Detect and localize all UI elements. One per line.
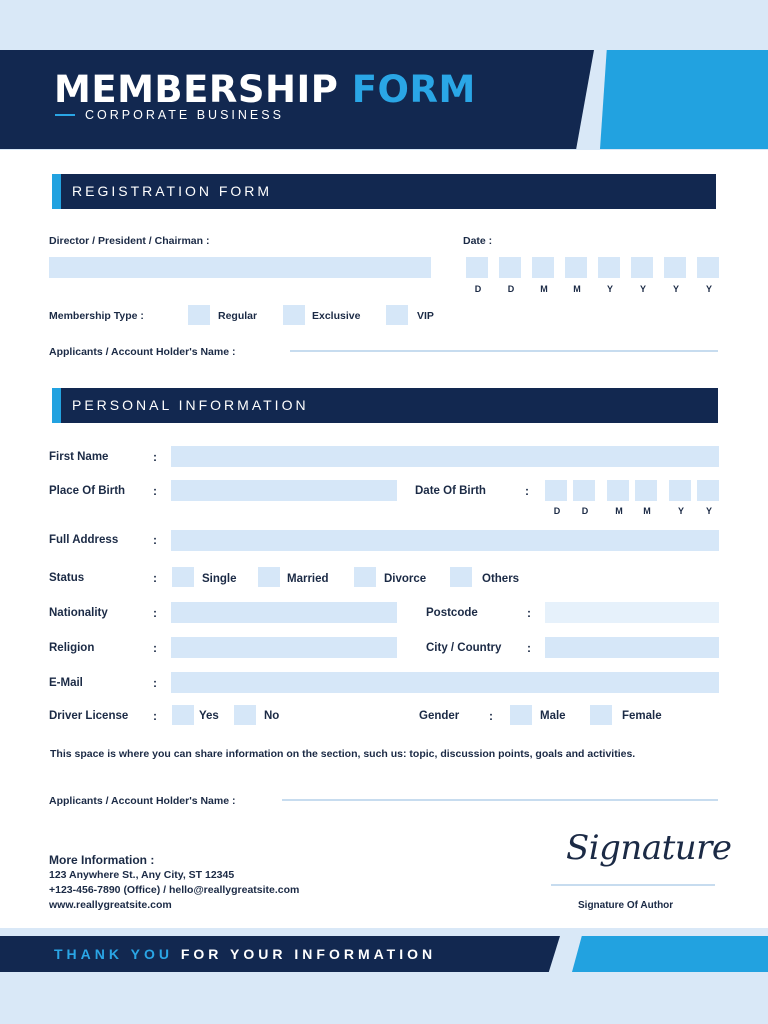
status-divorce-checkbox[interactable] <box>354 567 376 587</box>
membership-exclusive-label: Exclusive <box>312 310 361 322</box>
date-digit-box[interactable] <box>697 257 719 278</box>
email-label: E-Mail <box>49 677 83 689</box>
colon: : <box>153 450 157 464</box>
colon: : <box>489 709 493 723</box>
colon: : <box>153 676 157 690</box>
footer-for-your-information: FOR YOUR INFORMATION <box>180 946 437 962</box>
dob-digit-letter: Y <box>705 506 712 516</box>
postcode-field[interactable] <box>545 602 719 623</box>
date-digit-letter: Y <box>606 284 613 294</box>
form-subtitle <box>55 108 284 122</box>
colon: : <box>153 641 157 655</box>
dob-digit-box[interactable] <box>669 480 691 501</box>
dob-digit-letter: Y <box>677 506 684 516</box>
section-note: This space is where you can share information on the section, such us: topic, discussion points, goals and activities. <box>50 748 636 760</box>
status-married-label: Married <box>287 573 329 585</box>
date-digit-letter: D <box>507 284 515 294</box>
footer-accent-block <box>572 936 768 972</box>
colon: : <box>527 641 531 655</box>
driver-license-no-label: No <box>264 710 280 722</box>
form-title <box>54 68 476 112</box>
dob-digit-letter: D <box>581 506 589 516</box>
membership-type-label: Membership Type : <box>49 310 144 322</box>
status-single-checkbox[interactable] <box>172 567 194 587</box>
date-digit-letter: Y <box>705 284 712 294</box>
place-of-birth-label: Place Of Birth <box>49 485 126 497</box>
date-of-birth-label: Date Of Birth <box>415 485 486 497</box>
date-digit-box[interactable] <box>466 257 488 278</box>
more-info-contact: +123-456-7890 (Office) / hello@reallygreatsite.com <box>49 884 300 896</box>
postcode-label: Postcode <box>426 607 478 619</box>
religion-label: Religion <box>49 642 95 654</box>
driver-license-no-checkbox[interactable] <box>234 705 256 725</box>
section-registration <box>52 174 716 209</box>
email-field[interactable] <box>171 672 719 693</box>
dob-digit-letter: M <box>643 506 651 516</box>
signature-caption: Signature Of Author <box>578 900 674 911</box>
date-digit-box[interactable] <box>532 257 554 278</box>
gender-male-label: Male <box>540 710 566 722</box>
header-accent-block <box>600 50 768 149</box>
status-single-label: Single <box>202 573 237 585</box>
city-country-label: City / Country <box>426 642 502 654</box>
membership-vip-label: VIP <box>417 310 434 322</box>
dob-digit-box[interactable] <box>545 480 567 501</box>
city-country-field[interactable] <box>545 637 719 658</box>
first-name-label: First Name <box>49 451 109 463</box>
title-word-form: FORM <box>351 68 476 111</box>
gender-female-label: Female <box>622 710 662 722</box>
signature-script: Signature <box>566 828 732 868</box>
date-digit-box[interactable] <box>499 257 521 278</box>
nationality-field[interactable] <box>171 602 397 623</box>
applicant-name-line-2[interactable] <box>282 799 718 801</box>
section-registration-title: REGISTRATION FORM <box>72 183 273 199</box>
first-name-field[interactable] <box>171 446 719 467</box>
footer-text <box>54 945 436 963</box>
subtitle-text: CORPORATE BUSINESS <box>85 108 284 122</box>
date-label: Date : <box>463 235 493 247</box>
more-info-title: More Information : <box>49 853 155 867</box>
driver-license-label: Driver License <box>49 710 129 722</box>
dob-digit-box[interactable] <box>635 480 657 501</box>
date-digit-letter: M <box>573 284 581 294</box>
status-married-checkbox[interactable] <box>258 567 280 587</box>
colon: : <box>525 484 529 498</box>
dob-digit-letter: D <box>553 506 561 516</box>
date-digit-letter: D <box>474 284 482 294</box>
colon: : <box>153 533 157 547</box>
more-info-address: 123 Anywhere St., Any City, ST 12345 <box>49 869 235 881</box>
membership-vip-checkbox[interactable] <box>386 305 408 325</box>
more-info-website: www.reallygreatsite.com <box>49 899 172 911</box>
subtitle-dash <box>55 114 75 116</box>
colon: : <box>153 484 157 498</box>
place-of-birth-field[interactable] <box>171 480 397 501</box>
driver-license-yes-label: Yes <box>199 710 219 722</box>
section-personal-information <box>52 388 718 423</box>
membership-regular-label: Regular <box>218 310 258 322</box>
status-others-checkbox[interactable] <box>450 567 472 587</box>
date-digit-letter: Y <box>639 284 646 294</box>
date-digit-box[interactable] <box>631 257 653 278</box>
colon: : <box>153 709 157 723</box>
gender-label: Gender <box>419 710 460 722</box>
colon: : <box>153 606 157 620</box>
membership-exclusive-checkbox[interactable] <box>283 305 305 325</box>
applicant-name-line[interactable] <box>290 350 718 352</box>
more-information <box>49 853 299 913</box>
date-digit-letter: M <box>540 284 548 294</box>
dob-digit-box[interactable] <box>573 480 595 501</box>
driver-license-yes-checkbox[interactable] <box>172 705 194 725</box>
applicant-label: Applicants / Account Holder's Name : <box>49 346 236 358</box>
full-address-field[interactable] <box>171 530 719 551</box>
dob-digit-box[interactable] <box>697 480 719 501</box>
colon: : <box>527 606 531 620</box>
nationality-label: Nationality <box>49 607 108 619</box>
gender-male-checkbox[interactable] <box>510 705 532 725</box>
status-others-label: Others <box>482 573 520 585</box>
religion-field[interactable] <box>171 637 397 658</box>
footer-thank-you: THANK YOU <box>54 946 173 962</box>
full-address-label: Full Address <box>49 534 119 546</box>
director-label: Director / President / Chairman : <box>49 235 210 247</box>
section-personal-title: PERSONAL INFORMATION <box>72 397 309 413</box>
colon: : <box>153 571 157 585</box>
date-digit-letter: Y <box>672 284 679 294</box>
applicant-label-2: Applicants / Account Holder's Name : <box>49 795 236 807</box>
director-field[interactable] <box>49 257 431 278</box>
dob-digit-box[interactable] <box>607 480 629 501</box>
status-label: Status <box>49 572 85 584</box>
membership-regular-checkbox[interactable] <box>188 305 210 325</box>
gender-female-checkbox[interactable] <box>590 705 612 725</box>
date-digit-box[interactable] <box>664 257 686 278</box>
dob-digit-letter: M <box>615 506 623 516</box>
date-digit-box[interactable] <box>598 257 620 278</box>
date-digit-box[interactable] <box>565 257 587 278</box>
title-word-membership: MEMBERSHIP <box>54 68 339 111</box>
signature-line[interactable] <box>551 884 715 886</box>
status-divorce-label: Divorce <box>384 573 427 585</box>
